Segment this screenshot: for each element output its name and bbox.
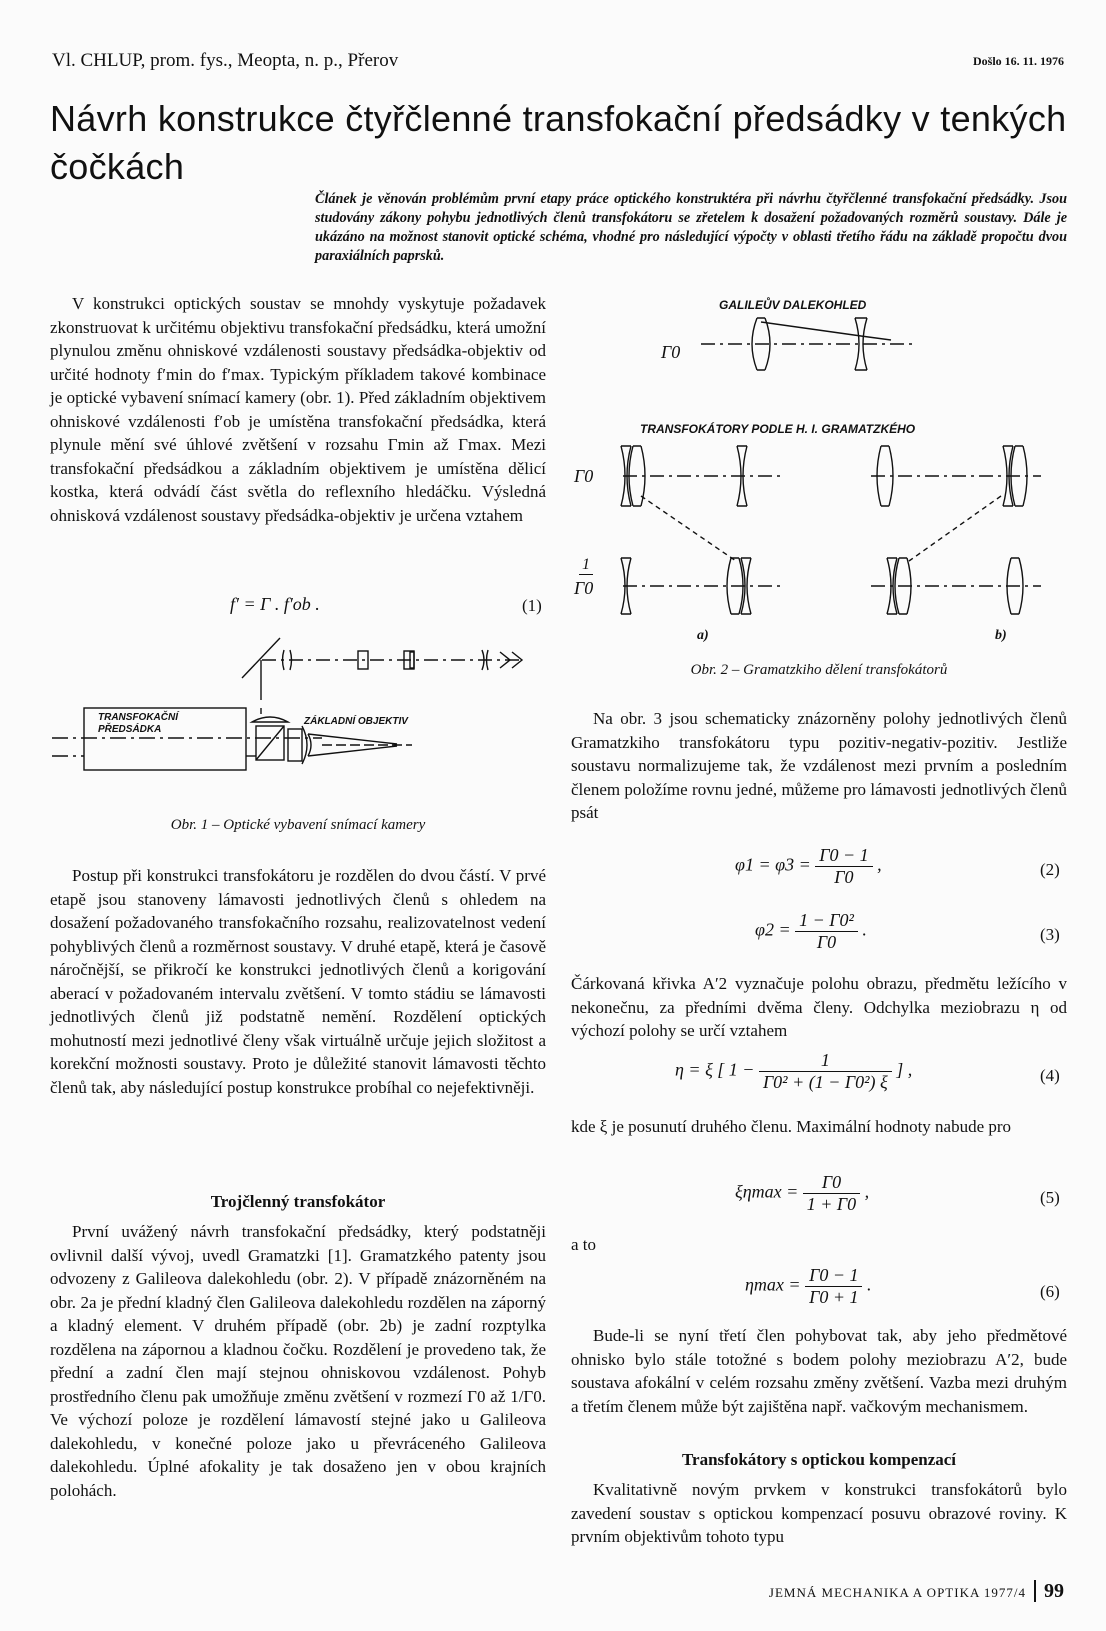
symbol-gamma-a: Γ0 xyxy=(574,466,594,486)
equation-5-number: (5) xyxy=(1040,1188,1060,1207)
author-line: Vl. CHLUP, prom. fys., Meopta, n. p., Přerov xyxy=(52,50,399,71)
subfigure-label-a: a) xyxy=(697,628,709,643)
equation-1-number: (1) xyxy=(522,596,542,615)
page-number: 99 xyxy=(1034,1580,1064,1602)
label-galilean-telescope: GALILEŮV DALEKOHLED xyxy=(719,298,867,312)
label-transfocator-attachment: TRANSFOKAČNÍ PŘEDSÁDKA xyxy=(98,712,178,735)
figure-2-diagram xyxy=(571,296,1071,656)
symbol-one: 1 xyxy=(579,556,593,575)
figure-1-caption: Obr. 1 – Optické vybavení snímací kamery xyxy=(170,817,426,833)
figure-2-caption: Obr. 2 – Gramatzkiho dělení transfokátorů xyxy=(690,662,948,678)
paragraph-third-member: Bude-li se nyní třetí člen pohybovat tak, aby jeho předmětové ohnisko bylo stále totožné s bodem polohy meziobrazu A′2, bude soustava afokální v celém rozsahu změny zvětšení. Vazba mezi druhým a třetím členem může být zajištěna např. vačkovým mechanismem. xyxy=(571,1326,1067,1416)
equation-5: ξηmax = $\frac{\Gamma 0}{1 + \Gamma 0}$ , xyxy=(735,1172,870,1214)
symbol-gamma-inverse: Γ0 xyxy=(574,578,594,598)
equation-3-number: (3) xyxy=(1040,925,1060,944)
paragraph-compensation: Kvalitativně novým prvkem v konstrukci transfokátorů bylo zavedení soustav s optickou kompenzací posuvu obrazové roviny. K prvním objektivům tohoto typu xyxy=(571,1480,1067,1546)
equation-1: f′ = Γ . f′ob . xyxy=(230,594,320,614)
equation-6-number: (6) xyxy=(1040,1282,1060,1301)
paragraph-procedure: Postup při konstrukci transfokátoru je rozdělen do dvou částí. V prvé etapě jsou stanoveny lámavosti jednotlivých členů s ohledem na dosažení požadovaného transfokačního rozsahu, realizovatelnost vedení pohyblivých členů a rozměrnost soustavy. V druhé etapě, která je časově náročnější, se přikročí ke konstrukci jednotlivých členů a korigování aberací v požadovaném intervalu zvětšení. V tomto stádiu se lámavosti jednotlivých členů již podstatně nemění. Rozdělení optických mohutností mezi jednotlivé členy však virtuálně určuje jejich složitost a korekční možnosti soustavy. Proto je důležité stanovit lámavosti těchto členů tak, aby následující postup konstrukce probíhal co nejefektivněji. xyxy=(50,866,546,1097)
equation-3: φ2 = $\frac{\text{1 − Γ0²}}{\Gamma 0}$ . xyxy=(755,910,867,952)
equation-4-number: (4) xyxy=(1040,1066,1060,1085)
equation-4: η = ξ [ 1 − $\frac{1}{\text{Γ0² + (1 − Γ0²) ξ}}$ ] , xyxy=(675,1050,913,1092)
paragraph-image-curve: Čárkovaná křivka A′2 vyznačuje polohu obrazu, předmětu ležícího v nekonečnu, za předními dvěma členy. Odchylka meziobrazu η od výchozí polohy se určí vztahem xyxy=(571,974,1067,1040)
equation-2-number: (2) xyxy=(1040,860,1060,879)
subfigure-label-b: b) xyxy=(995,628,1007,643)
article-title: Návrh konstrukce čtyřčlenné transfokační předsádky v tenkých čočkách xyxy=(50,98,1067,187)
received-date: Došlo 16. 11. 1976 xyxy=(972,54,1064,68)
paragraph-positions: Na obr. 3 jsou schematicky znázorněny polohy jednotlivých členů Gramatzkiho transfokátoru typu pozitiv-negativ-pozitiv. Jestliže soustavu normalizujeme tak, že vzdálenost mezi prvním a posledním členem položíme rovnu jedné, můžeme pro lámavosti jednotlivých členů psát xyxy=(571,709,1067,822)
label-base-objective: ZÁKLADNÍ OBJEKTIV xyxy=(304,716,408,727)
section-heading-three-element: Trojčlenný transfokátor xyxy=(210,1192,386,1211)
section-heading-optical-compensation: Transfokátory s optickou kompenzací xyxy=(681,1450,957,1469)
page-footer xyxy=(769,1580,1064,1603)
paragraph-intro: V konstrukci optických soustav se mnohdy vyskytuje požadavek zkonstruovat k určitému objektivu transfokační předsádku, která umožní plynulou změnu ohniskové vzdálenosti soustavy předsádka-objektiv od určité hodnoty f′min do f′max. Typickým příkladem takové kombinace je optické vybavení snímací kamery (obr. 1). Před základním objektivem ohniskové vzdálenosti f′ob je umístěna transfokační předsádka, která plynule mění své úhlové zvětšení v rozsahu Γmin až Γmax. Mezi transfokační předsádkou a základním objektivem je umístěna dělicí kostka, která odvádí část světla do reflexního hledáčku. Výsledná ohnisková vzdálenost soustavy předsádka-objektiv je určena vztahem xyxy=(50,294,546,525)
label-gramatzki-transfocators: TRANSFOKÁTORY PODLE H. I. GRAMATZKÉHO xyxy=(640,422,916,436)
symbol-gamma-galileo: Γ0 xyxy=(661,342,681,362)
equation-6: ηmax = $\frac{\Gamma 0 - 1}{\Gamma 0 + 1}$ . xyxy=(745,1265,872,1307)
equation-2: φ1 = φ3 = $\frac{\Gamma 0 - 1}{\Gamma 0}$ , xyxy=(735,845,882,887)
abstract: Článek je věnován problémům první etapy práce optického konstruktéra při návrhu čtyřčlenné transfokační předsádky. Jsou studovány zákony pohybu jednotlivých členů transfokátoru se zřetelem k dosažení požadovaných rozměrů soustavy. Dále je ukázáno na možnost stanovit optické schéma, vhodné pro následující výpočty v oblasti třetího řádu na základě propočtu dvou paraxiálních paprsků. xyxy=(315,191,1067,264)
paragraph-maximum: kde ξ je posunutí druhého členu. Maximální hodnoty nabude pro xyxy=(571,1117,1012,1136)
journal-name: JEMNÁ MECHANIKA A OPTIKA 1977/4 xyxy=(768,1585,1026,1600)
paragraph-gramatzki: První uvážený návrh transfokační předsádky, který podstatněji ovlivnil další vývoj, uvedl Gramatzki [1]. Gramatzkého patenty jsou odvozeny z Galileova dalekohledu (obr. 2). V případě znázorněném na obr. 2a je přední kladný člen Galileova dalekohledu rozdělen na záporný a kladný element. V druhém případě (obr. 2b) je zadní rozptylka rozdělena na zápornou a kladnou čočku. Rozdělení je provedeno tak, že přední a zadní člen mají stejnou ohniskovou vzdálenost. Pohyb prostředního členu pak umožňuje změnu zvětšení v rozmezí Γ0 až 1/Γ0. Ve výchozí poloze je rozdělení lámavostí stejné jako u Galileova dalekohledu, v konečné poloze jako u převráceného Galileova dalekohledu. Úplné afokality je tak dosaženo jen v obou krajních polohách. xyxy=(50,1222,546,1500)
text-and: a to xyxy=(571,1235,597,1254)
